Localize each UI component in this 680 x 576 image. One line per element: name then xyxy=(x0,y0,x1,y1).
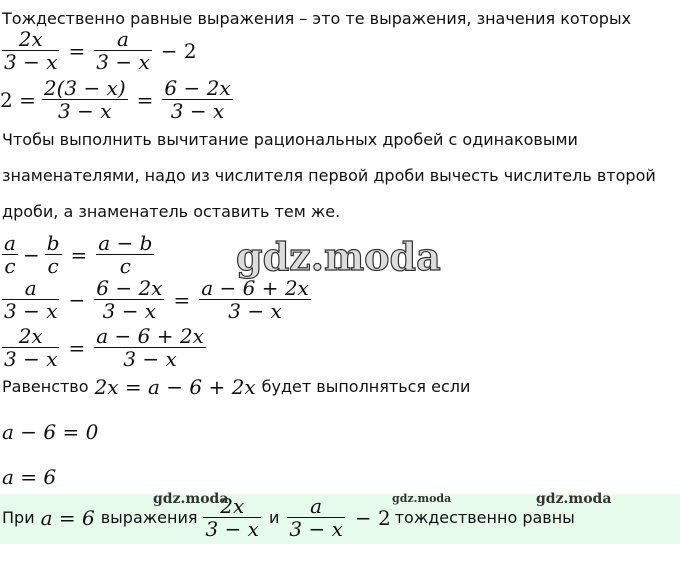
fraction: $\frac{2(3 - x)}{3 - x}$ xyxy=(43,76,126,123)
equation-3: $\frac{a}{c}$ − $\frac{b}{c}$ = $\frac{a - b}{c}$ xyxy=(4,231,153,278)
fraction: $\frac{2x}{3 - x}$ xyxy=(205,494,259,541)
watermark-logo: gdz.moda xyxy=(236,234,441,279)
fraction: $\frac{a - 6 + 2x}{3 - x}$ xyxy=(96,324,204,371)
condition-1: a − 6 = 0 xyxy=(2,420,99,444)
fraction: $\frac{6 - 2x}{3 - x}$ xyxy=(164,76,231,123)
rule-text-line-1: Чтобы выполнить вычитание рациональных дробей с одинаковыми xyxy=(2,130,578,149)
fraction: $\frac{a}{c}$ xyxy=(4,231,16,278)
fraction: $\frac{a - b}{c}$ xyxy=(98,231,153,278)
watermark-small: gdz.moda xyxy=(153,491,229,507)
rule-text-line-3: дроби, а знаменатель оставить тем же. xyxy=(2,202,341,221)
equation-4: $\frac{a}{3 - x}$ − $\frac{6 - 2x}{3 - x}$ = $\frac{a - 6 + 2x}{3 - x}$ xyxy=(4,276,309,323)
fraction: $\frac{a}{3 - x}$ xyxy=(289,494,343,541)
watermark-small: gdz.moda xyxy=(392,492,452,505)
fraction: $\frac{6 - 2x}{3 - x}$ xyxy=(96,276,163,323)
fraction: $\frac{a}{3 - x}$ xyxy=(96,27,150,74)
fraction: $\frac{2x}{3 - x}$ xyxy=(4,27,58,74)
fraction: $\frac{b}{c}$ xyxy=(46,231,60,278)
fraction: $\frac{a - 6 + 2x}{3 - x}$ xyxy=(201,276,309,323)
intro-text: Тождественно равные выражения – это те выражения, значения которых xyxy=(2,9,632,28)
equation-2: 2 = $\frac{2(3 - x)}{3 - x}$ = $\frac{6 - 2x}{3 - x}$ xyxy=(0,76,231,123)
condition-2: a = 6 xyxy=(2,465,57,489)
watermark-small: gdz.moda xyxy=(536,491,612,507)
fraction: $\frac{2x}{3 - x}$ xyxy=(4,324,58,371)
rule-text-line-2: знаменателями, надо из числителя первой дроби вычесть числитель второй xyxy=(2,166,656,185)
fraction: $\frac{a}{3 - x}$ xyxy=(4,276,58,323)
equation-5: $\frac{2x}{3 - x}$ = $\frac{a - 6 + 2x}{3 - x}$ xyxy=(4,324,204,371)
answer-line: При a = 6 выражения $\frac{2x}{3 - x}$ и $\frac{a}{3 - x}$ − 2 тождественно равны xyxy=(2,494,575,541)
equality-line: Равенство 2x = a − 6 + 2x будет выполняться если xyxy=(2,375,471,399)
equation-1: $\frac{2x}{3 - x}$ = $\frac{a}{3 - x}$ − 2 xyxy=(4,27,197,74)
